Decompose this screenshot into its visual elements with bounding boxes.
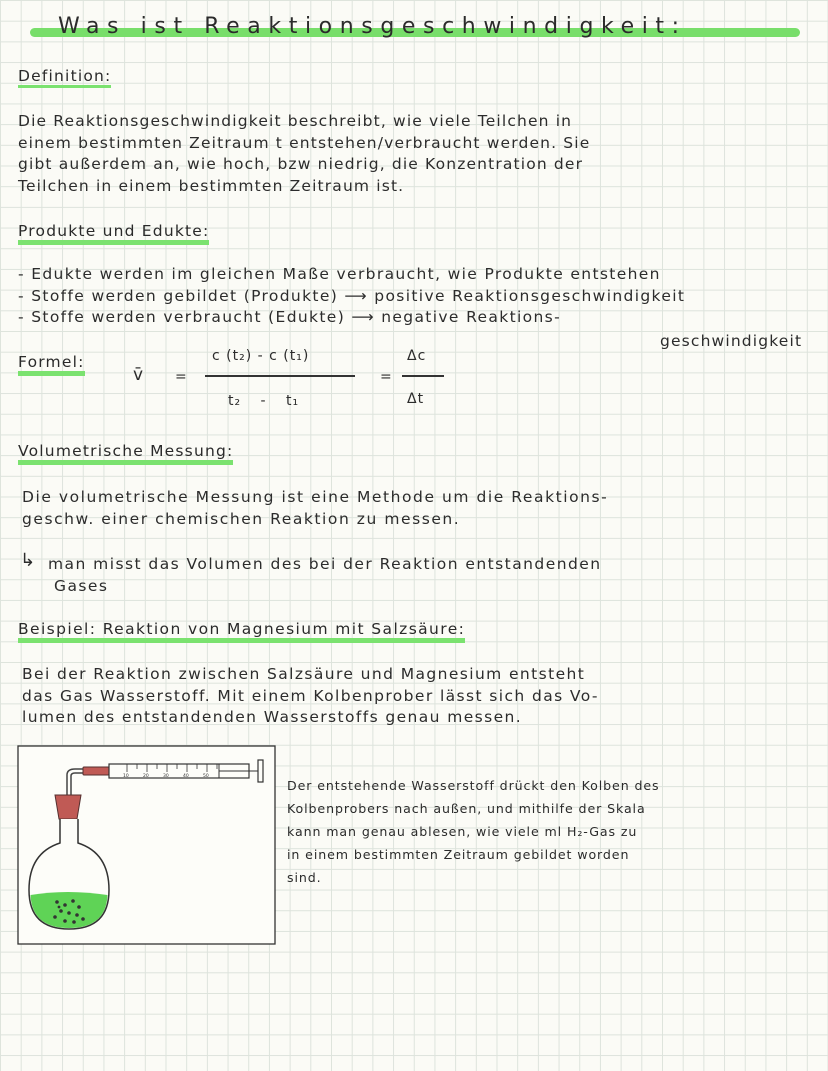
definition-text [18,111,590,197]
tube-connector [83,767,109,775]
flask-stopper [55,795,81,819]
list-continuation: geschwindigkeit [660,332,803,350]
scale-label: 10 [123,774,129,779]
example-line: Bei der Reaktion zwischen Salzsäure und Magnesium entsteht [22,665,586,683]
caption-line: in einem bestimmten Zeitraum gebildet worden [287,847,630,862]
example-line: das Gas Wasserstoff. Mit einem Kolbenprober lässt sich das Vo- [22,686,599,705]
caption-line: Der entstehende Wasserstoff drückt den Kolben des [287,778,660,793]
scale-label: 40 [183,774,189,779]
products-list [18,264,685,329]
arrow-icon: ↳ [20,550,37,571]
volumetric-line: geschw. einer chemischen Reaktion zu messen. [22,509,461,528]
definition-heading: Definition: [18,67,111,85]
definition-line: gibt außerdem an, wie hoch, bzw niedrig, die Konzentration der [18,155,584,173]
caption-line: kann man genau ablesen, wie viele ml H₂-Gas zu [287,824,638,839]
formula-numerator: c (t₂) - c (t₁) [212,348,310,364]
volumetric-text [22,487,608,530]
list-item: - Edukte werden im gleichen Maße verbraucht, wie Produkte entstehen [18,265,661,283]
note-line: Gases [54,576,109,595]
note-line: man misst das Volumen des bei der Reaktion entstandenden [48,555,602,573]
apparatus-diagram [17,745,276,945]
delta-fraction-bar [402,375,444,377]
list-item: - Stoffe werden gebildet (Produkte) ⟶ positive Reaktionsgeschwindigkeit [18,286,686,305]
definition-line: Die Reaktionsgeschwindigkeit beschreibt, wie viele Teilchen in [18,112,573,130]
volumetric-heading: Volumetrische Messung: [18,442,233,460]
volumetric-note [48,554,602,597]
example-text [22,664,599,729]
page-title [30,14,800,44]
formula-delta-t: Δt [407,391,425,407]
formula-delta-c: Δc [407,348,427,364]
example-heading: Beispiel: Reaktion von Magnesium mit Salzsäure: [18,620,465,638]
formula-symbol: v̄ [133,365,145,385]
example-line: lumen des entstandenden Wasserstoffs genau messen. [22,708,523,726]
diagram-caption [287,774,660,889]
volumetric-line: Die volumetrische Messung ist eine Methode um die Reaktions- [22,488,609,506]
products-heading: Produkte und Edukte: [18,222,209,240]
scale-label: 30 [163,774,169,779]
formula-equals-2: = [380,369,393,385]
scale-label: 20 [143,774,149,779]
syringe-handle [258,760,263,782]
scale-label: 50 [203,774,209,779]
formula-denominator: t₂ - t₁ [228,393,300,409]
caption-line: sind. [287,870,322,885]
caption-line: Kolbenprobers nach außen, und mithilfe der Skala [287,801,646,816]
fraction-bar [205,375,355,377]
formula-equals: = [175,369,188,385]
list-item: - Stoffe werden verbraucht (Edukte) ⟶ negative Reaktions- [18,308,562,326]
definition-line: einem bestimmten Zeitraum t entstehen/verbraucht werden. Sie [18,133,591,152]
title-text: Was ist Reaktionsgeschwindigkeit: [58,14,687,39]
definition-line: Teilchen in einem bestimmten Zeitraum ist. [18,176,405,195]
formula-label: Formel: [18,353,85,371]
